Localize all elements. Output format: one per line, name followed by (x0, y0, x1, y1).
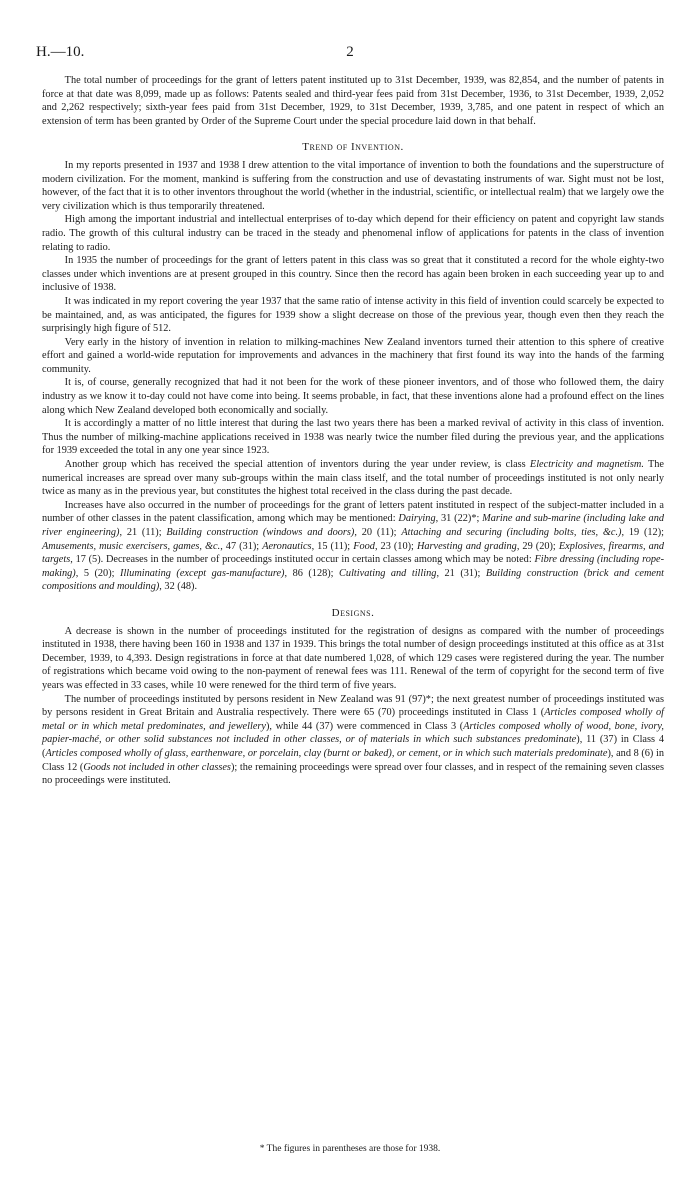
class-name: Attaching and securing (including bolts, ties, &c.) (401, 527, 622, 538)
page-number: 2 (346, 44, 354, 60)
class-name: Harvesting and grading (416, 540, 517, 552)
class-name: Aeronautics (262, 540, 312, 552)
text-run: , 5 (20); (75, 567, 121, 579)
footnote: * The figures in parentheses are those for 1938. (259, 1144, 441, 1154)
class-name: Articles composed wholly of metal or in which metal predominates, and jewellery (42, 707, 664, 732)
text-run: , 31 (22)*; (435, 513, 483, 525)
text-run: The number of proceedings instituted by persons resident in New Zealand was 91 (97)*; the next greatest number of proceedings instituted was by persons resident in Great Britain and Australia respectively. There were 65 (70) proceedings instituted in Class 1 ( (42, 693, 664, 719)
class-name: Explosives, firearms, and targets (42, 540, 665, 566)
class-name: Building construction (brick and cement compositions and moulding) (42, 567, 665, 593)
text-run: ), while 44 (37) were commenced in Class 3 ( (266, 720, 464, 732)
text-run: , 47 (31); (220, 540, 263, 552)
text-run: , 20 (11); (354, 527, 402, 538)
paragraph (42, 458, 664, 499)
text-run: , 23 (10); (374, 540, 417, 552)
text-run: Increases have also occurred in the number of proceedings for the grant of letters patent instituted in respect of the subject-matter included in a number of other classes in the patent classification, among which may be mentioned: (42, 499, 664, 525)
text-run: , 21 (11); (119, 527, 167, 538)
body-text (42, 74, 664, 788)
class-name: Marine and sub-marine (including lake and river engineering) (42, 513, 664, 538)
paragraph: High among the important industrial and intellectual enterprises of to-day which depend for their efficiency on patent and copyright law stands radio. The growth of this cultural industry can be traced in the steady and phenomenal inflow of applications for patents in the class of invention relating to radio. (42, 214, 664, 253)
paragraph (42, 499, 664, 594)
text-run: , 17 (5). Decreases in the number of proceedings instituted occur in certain classes among which may be noted: (70, 554, 535, 566)
paragraph: A decrease is shown in the number of proceedings instituted for the registration of designs as compared with the number of proceedings instituted in 1938, there having been 160 in 1938 and 137 in 1939. This brings the total number of design proceedings instituted at this office as at 31st December, 1939, to 4,393. Design registrations in force at that date numbered 1,028, of which 129 cases were registered during the year. The number of registrations which became void owing to the non-payment of renewal fees was 111. Renewal of the term of copyright for the second term of five years was effected in 33 cases, while 10 were renewed for the third term of five years. (42, 625, 664, 691)
class-name: Illuminating (except gas-manufacture) (120, 567, 285, 579)
class-name: Building construction (windows and doors) (166, 527, 355, 538)
paragraph: Very early in the history of invention in relation to milking-machines New Zealand inventors turned their attention to this sphere of creative effort and gained a world-wide reputation for improvements and advances in the machinery that first found its way into the hands of the farming community. (42, 336, 664, 375)
class-name: Articles composed wholly of glass, earthenware, or porcelain, clay (burnt or baked), or cement, or in which such materials predominate (45, 747, 608, 759)
class-name: Cultivating and tilling (339, 567, 437, 579)
text-run: Another group which has received the special attention of inventors during the year under review, is class (64, 459, 530, 471)
class-name: Fibre dressing (including rope-making) (42, 554, 664, 579)
intro-paragraph: The total number of proceedings for the grant of letters patent instituted up to 31st December, 1939, was 82,854, and the number of patents in force at that date was 8,099, made up as follows: Patents sealed and third-year fees paid from 31st December, 1936, to 31st December, 1939, 2,052 and 2,262 respectively; sixth-year fees paid from 31st December, 1929, to 31st December, 1939, 3,785, and one patent in respect of which an extension of term has been granted by Order of the Supreme Court under the special procedure laid down in that behalf. (42, 75, 664, 127)
paragraph: In my reports presented in 1937 and 1938 I drew attention to the vital importance of invention to both the foundations and the superstructure of modern civilization. For the moment, mankind is suffering from the construction and use of devastating instruments of war. Sight must not be lost, however, of the fact that it is to other inventors throughout the world (whether in the industrial, scientific, or intellectual realm) that we largely owe the very civilization which is thus temporarily threatened. (42, 159, 664, 212)
paragraph: It was indicated in my report covering the year 1937 that the same ratio of intense activity in this field of invention could scarcely be expected to be maintained, and, as was anticipated, the figures for 1939 show a slight decrease on those of the previous year, though even then they reach the surprisingly high figure of 512. (42, 295, 664, 335)
text-run: , 86 (128); (284, 567, 340, 579)
document-reference: H.—10. (36, 44, 85, 60)
paragraph (42, 693, 664, 788)
class-name: Goods not included in other classes (83, 761, 231, 773)
paragraph: In 1935 the number of proceedings for the grant of letters patent in this class was so great that it constituted a record for the whole eighty-two classes under which inventions are at present grouped in this country. Since then the record has again been broken in each succeeding year up to and inclusive of 1938. (42, 255, 664, 294)
section-heading-trend: Trend of Invention. (302, 141, 404, 154)
section-heading-designs: Designs. (331, 606, 375, 619)
text-run: The numerical increases are spread over many sub-groups within the main class itself, and the total number of proceedings instituted is not only nearly twice as many as in the previous year, but constitutes the highest total received in the class during the past decade. (42, 459, 664, 498)
class-name: Food (353, 540, 375, 552)
paragraph: It is accordingly a matter of no little interest that during the last two years there has been a marked revival of activity in this class of invention. Thus the number of milking-machine applications received in 1938 was nearly twice the number filed during the previous year, and the applications for 1939 exceeded the total in any one year since 1923. (42, 418, 664, 457)
text-run: , 32 (48). (159, 581, 198, 593)
class-name: Articles composed wholly of wood, bone, ivory, papier-maché, or other solid substances not included in other classes, or of materials in which such substances predominate (42, 720, 664, 746)
paragraph: It is, of course, generally recognized that had it not been for the work of these pioneer inventors, and of those who followed them, the dairy industry as we know it to-day could not have come into being. It seems probable, in fact, that these inventions alone had a profound effect on the lines along which New Zealand developed both economically and socially. (42, 377, 664, 416)
text-run: , 29 (20); (516, 540, 559, 552)
text-run: ), and 8 (6) in Class 12 ( (42, 747, 664, 773)
text-run: , 21 (31); (436, 567, 486, 579)
text-run: ); the remaining proceedings were spread over four classes, and in respect of the remaining seven classes no proceedings were instituted. (42, 761, 664, 787)
page-header (36, 44, 664, 64)
text-run: , 19 (12); (621, 527, 664, 538)
class-name: Electricity and magnetism. (529, 459, 644, 471)
class-name: Dairying (398, 513, 436, 525)
class-name: Amusements, music exercisers, games, &c. (42, 540, 221, 552)
text-run: ), 11 (37) in Class 4 ( (42, 734, 664, 759)
text-run: , 15 (11); (311, 540, 354, 552)
